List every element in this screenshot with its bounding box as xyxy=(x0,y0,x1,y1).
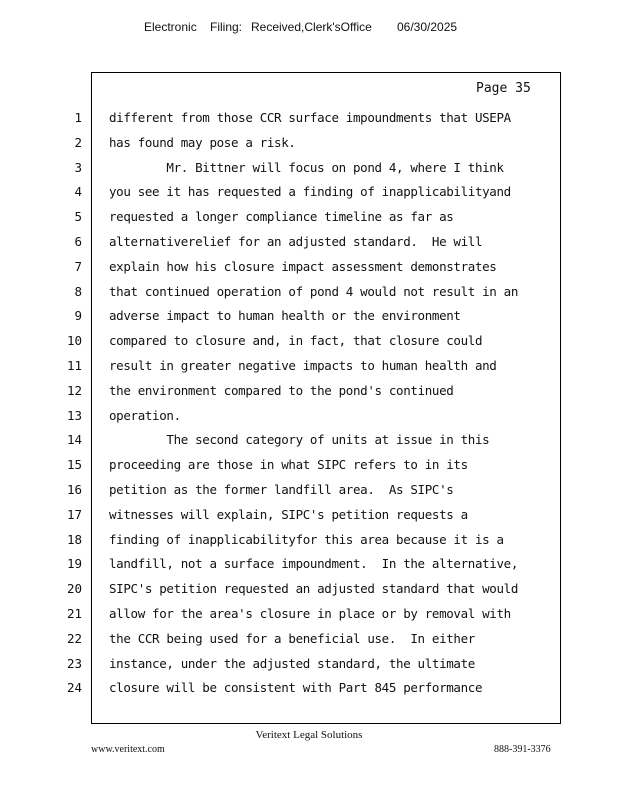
line-text: finding of inapplicabilityfor this area because it is a xyxy=(109,531,504,547)
header-date: 06/30/2025 xyxy=(397,20,458,34)
line-number: 14 xyxy=(66,432,82,448)
transcript-line xyxy=(0,627,618,652)
header-received: Received,Clerk'sOffice xyxy=(251,20,372,34)
line-number: 2 xyxy=(74,134,82,150)
line-text: you see it has requested a finding of inapplicabilityand xyxy=(109,184,511,200)
line-text: Mr. Bittner will focus on pond 4, where I think xyxy=(109,159,504,175)
transcript-line xyxy=(0,428,618,453)
line-number: 22 xyxy=(66,630,82,646)
line-number: 19 xyxy=(66,556,82,572)
transcript-line xyxy=(0,180,618,205)
line-text: requested a longer compliance timeline as far as xyxy=(109,209,454,225)
line-text: the CCR being used for a beneficial use. In either xyxy=(109,630,475,646)
line-text: that continued operation of pond 4 would not result in an xyxy=(109,283,519,299)
header-electronic: Electronic xyxy=(144,20,197,34)
line-text: instance, under the adjusted standard, the ultimate xyxy=(109,655,475,671)
line-number: 12 xyxy=(66,382,82,398)
line-number: 13 xyxy=(66,407,82,423)
line-number: 10 xyxy=(66,333,82,349)
transcript-line xyxy=(0,676,618,701)
line-text: witnesses will explain, SIPC's petition requests a xyxy=(109,506,468,522)
transcript-line xyxy=(0,156,618,181)
line-number: 7 xyxy=(74,258,82,274)
transcript-line xyxy=(0,304,618,329)
header-filing: Filing: xyxy=(210,20,243,34)
footer-phone: 888-391-3376 xyxy=(494,744,551,755)
footer-company: Veritext Legal Solutions xyxy=(255,729,363,741)
line-text: landfill, not a surface impoundment. In the alternative, xyxy=(109,556,519,572)
transcript-line xyxy=(0,503,618,528)
line-text: the environment compared to the pond's continued xyxy=(109,382,454,398)
line-number: 9 xyxy=(74,308,82,324)
line-number: 6 xyxy=(74,233,82,249)
line-number: 11 xyxy=(66,357,82,373)
transcript-line xyxy=(0,379,618,404)
line-number: 23 xyxy=(66,655,82,671)
transcript-line xyxy=(0,230,618,255)
line-number: 1 xyxy=(74,110,82,125)
line-text: closure will be consistent with Part 845 performance xyxy=(109,680,483,696)
transcript-line xyxy=(0,280,618,305)
line-text: explain how his closure impact assessment demonstrates xyxy=(109,258,497,274)
transcript-line xyxy=(0,577,618,602)
transcript-line xyxy=(0,131,618,156)
footer-website: www.veritext.com xyxy=(91,744,165,755)
line-text: allow for the area's closure in place or by removal with xyxy=(109,605,511,621)
line-text: alternativerelief for an adjusted standard. He will xyxy=(109,233,483,249)
transcript-line xyxy=(0,255,618,280)
line-text: proceeding are those in what SIPC refers to in its xyxy=(109,457,468,473)
line-number: 16 xyxy=(66,481,82,497)
line-number: 4 xyxy=(74,184,82,200)
line-text: compared to closure and, in fact, that closure could xyxy=(109,333,483,349)
line-number: 21 xyxy=(66,605,82,621)
line-text: SIPC's petition requested an adjusted standard that would xyxy=(109,581,519,597)
transcript-line xyxy=(0,205,618,230)
line-text: has found may pose a risk. xyxy=(109,134,296,150)
line-text: petition as the former landfill area. As SIPC's xyxy=(109,481,454,497)
transcript-line xyxy=(0,453,618,478)
line-number: 8 xyxy=(74,283,82,299)
line-number: 17 xyxy=(66,506,82,522)
line-number: 5 xyxy=(74,209,82,225)
line-text: adverse impact to human health or the environment xyxy=(109,308,461,324)
line-number: 20 xyxy=(66,581,82,597)
transcript-line xyxy=(0,404,618,429)
line-number: 24 xyxy=(66,680,82,696)
line-text: operation. xyxy=(109,407,181,423)
line-number: 3 xyxy=(74,159,82,175)
transcript-line xyxy=(0,354,618,379)
line-text: result in greater negative impacts to human health and xyxy=(109,357,497,373)
transcript-line xyxy=(0,106,618,131)
line-number: 15 xyxy=(66,457,82,473)
transcript-line xyxy=(0,528,618,553)
transcript-line xyxy=(0,652,618,677)
line-text: different from those CCR surface impoundments that USEPA xyxy=(109,110,511,125)
line-number: 18 xyxy=(66,531,82,547)
transcript-lines xyxy=(0,106,618,701)
transcript-line xyxy=(0,602,618,627)
transcript-line xyxy=(0,552,618,577)
page-number: Page 35 xyxy=(476,81,531,96)
transcript-line xyxy=(0,478,618,503)
transcript-line xyxy=(0,329,618,354)
line-text: The second category of units at issue in this xyxy=(109,432,490,448)
